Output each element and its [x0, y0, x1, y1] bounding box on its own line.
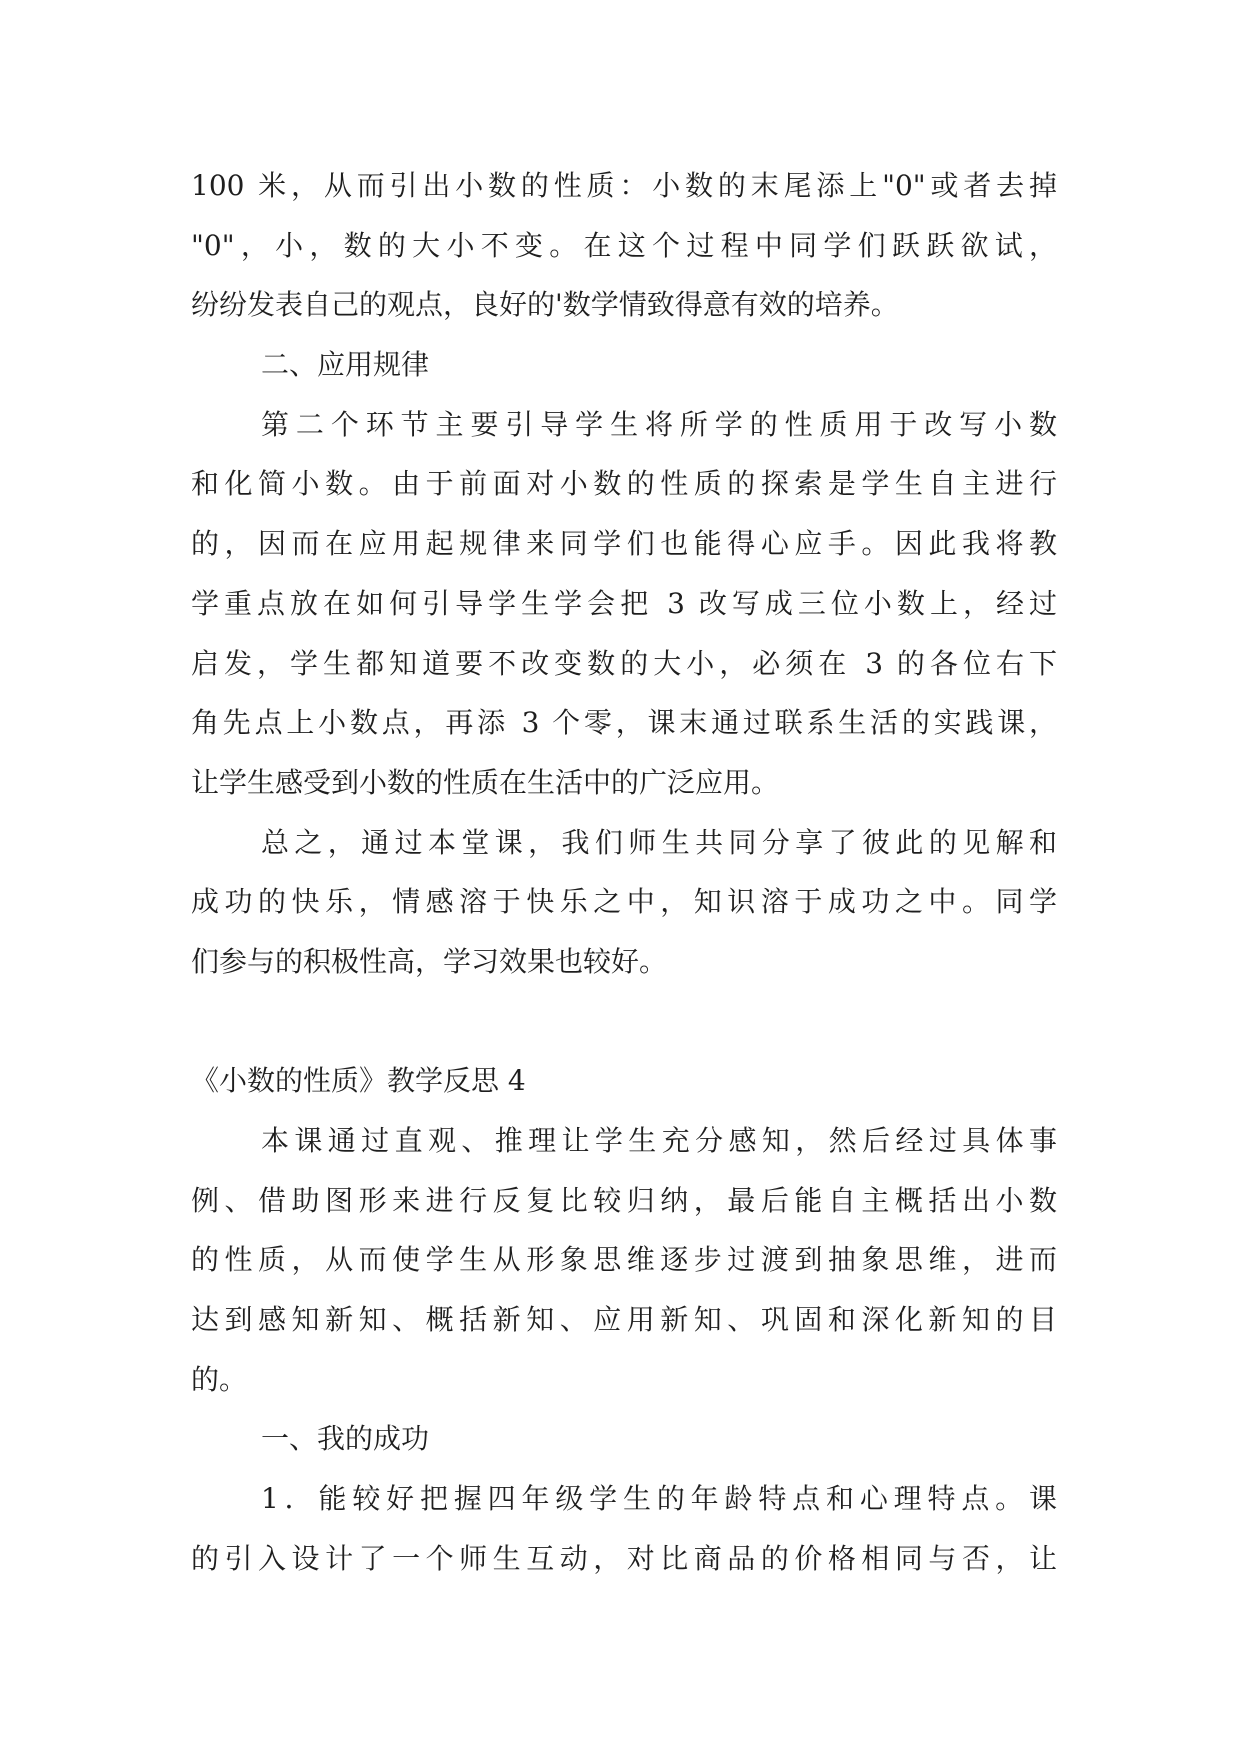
- paragraph-success-1: [191, 1469, 1057, 1588]
- paragraph-line: 成功的快乐，情感溶于快乐之中，知识溶于成功之中。同学: [191, 885, 1057, 919]
- section-heading-apply: 二、应用规律: [261, 348, 430, 382]
- paragraph-line: 100 米，从而引出小数的性质：小数的末尾添上"0"或者去掉: [191, 169, 1057, 202]
- paragraph-line: 达到感知新知、概括新知、应用新知、巩固和深化新知的目: [191, 1303, 1057, 1337]
- document-page: [191, 156, 1057, 1589]
- paragraph-line: 本课通过直观、推理让学生充分感知，然后经过具体事: [261, 1124, 1057, 1157]
- paragraph-line: 第二个环节主要引导学生将所学的性质用于改写小数: [261, 407, 1057, 441]
- blank-line: [191, 992, 1057, 1052]
- paragraph-line: 1．能较好把握四年级学生的年龄特点和心理特点。课: [261, 1482, 1057, 1516]
- paragraph-line: 和化简小数。由于前面对小数的性质的探索是学生自主进行: [191, 467, 1057, 501]
- paragraph-line: 启发，学生都知道要不改变数的大小，必须在 3 的各位右下: [191, 646, 1057, 680]
- paragraph-line: 们参与的积极性高，学习效果也较好。: [191, 944, 668, 978]
- paragraph-line: 的性质，从而使学生从形象思维逐步过渡到抽象思维，进而: [191, 1243, 1057, 1277]
- section-heading-success: 一、我的成功: [261, 1422, 430, 1456]
- paragraph-line: 纷纷发表自己的观点，良好的'数学情致得意有效的培养。: [191, 288, 899, 322]
- document-title: 《小数的性质》教学反思 4: [191, 1064, 526, 1098]
- paragraph-line: 让学生感受到小数的性质在生活中的广泛应用。: [191, 765, 780, 799]
- paragraph-line: 角先点上小数点，再添 3 个零，课末通过联系生活的实践课，: [191, 706, 1057, 740]
- paragraph-apply: [191, 395, 1057, 813]
- paragraph-line: 学重点放在如何引导学生学会把 3 改写成三位小数上，经过: [191, 586, 1057, 620]
- paragraph-line: 总之，通过本堂课，我们师生共同分享了彼此的见解和: [261, 825, 1057, 859]
- paragraph-line: 的引入设计了一个师生互动，对比商品的价格相同与否，让: [191, 1541, 1057, 1575]
- paragraph-line: 的。: [191, 1362, 248, 1396]
- paragraph-line: "0"，小，数的大小不变。在这个过程中同学们跃跃欲试，: [191, 228, 1057, 262]
- paragraph-line: 的，因而在应用起规律来同学们也能得心应手。因此我将教: [191, 527, 1057, 561]
- paragraph-line: 例、借助图形来进行反复比较归纳，最后能自主概括出小数: [191, 1183, 1057, 1217]
- paragraph-intro: [191, 1111, 1057, 1409]
- paragraph-summary: [191, 813, 1057, 992]
- paragraph-continued: [191, 156, 1057, 335]
